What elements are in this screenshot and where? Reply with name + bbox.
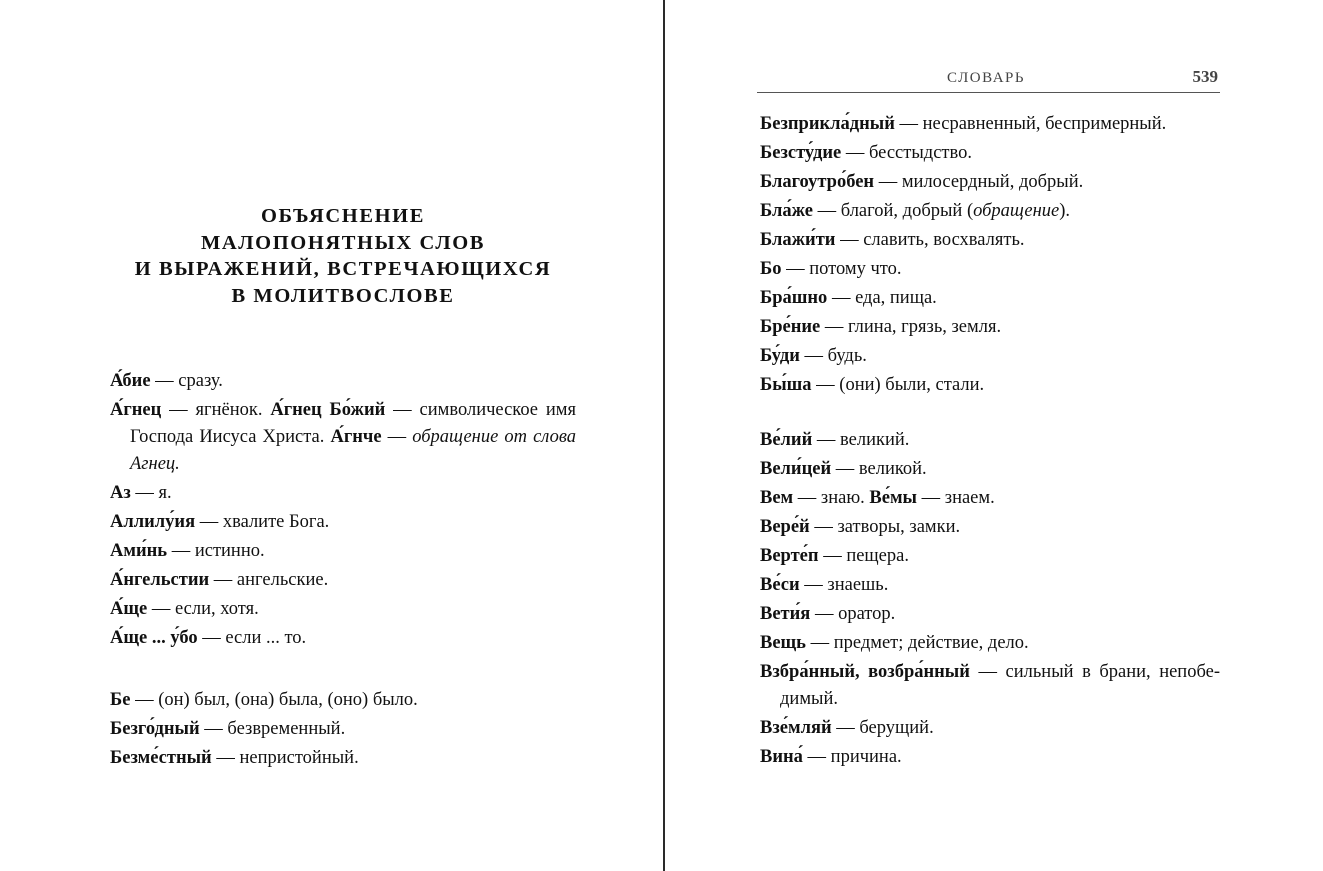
entry-definition: — истинно. (167, 541, 265, 561)
entry-term: Бра́шно (760, 288, 828, 308)
dictionary-entry (110, 625, 576, 652)
entry-term: Вере́й (760, 517, 810, 537)
entry-note: обращение (973, 201, 1060, 221)
running-head-title: СЛОВАРЬ (947, 70, 1025, 86)
entry-term: Безме́стный (110, 748, 212, 768)
entry-term: А́бие (110, 371, 151, 391)
entry-term: Безприкла́дный (760, 114, 895, 134)
page-number: 539 (1192, 67, 1218, 86)
entry-term: А́гнец (110, 400, 162, 420)
dictionary-entry (110, 538, 576, 565)
dictionary-entry (110, 509, 576, 536)
book-spine (663, 0, 665, 871)
dictionary-entry (760, 485, 1220, 512)
entry-term: Благоутро́бен (760, 172, 875, 192)
section-title (110, 203, 576, 309)
entry-term: Бу́ди (760, 346, 800, 366)
entry-definition: ). (1059, 201, 1071, 221)
entry-definition: — сразу. (150, 371, 223, 391)
entry-definition: — бесстыдство. (841, 143, 972, 163)
entry-definition: — если, хотя. (147, 599, 259, 619)
entry-definition: — несравненный, беспримерный. (894, 114, 1167, 134)
entry-definition: — великой. (831, 459, 927, 479)
entry-term: Взе́мляй (760, 718, 832, 738)
entry-definition: — если ... то. (197, 628, 307, 648)
dictionary-entry (110, 687, 576, 714)
entry-definition: — причина. (802, 747, 902, 767)
entry-definition: — славить, восхвалять. (835, 230, 1025, 250)
entry-definition: — (он) был, (она) была, (оно) было. (130, 690, 418, 710)
entry-term: Вети́я (760, 604, 811, 624)
entry-term: Безго́дный (110, 719, 200, 739)
entry-term: Вем (760, 488, 794, 508)
dictionary-entry (760, 427, 1220, 454)
dictionary-entry (760, 456, 1220, 483)
entry-definition: — я. (130, 483, 172, 503)
entry-definition: — знаю. (793, 488, 870, 508)
entry-term: Ами́нь (110, 541, 168, 561)
entry-term: Блажи́ти (760, 230, 836, 250)
entry-term: Бо (760, 259, 782, 279)
entry-definition: — пещера. (818, 546, 909, 566)
entry-term: Верте́п (760, 546, 819, 566)
entry-definition: — ягнёнок. (161, 400, 271, 420)
title-line: МАЛОПОНЯТНЫХ СЛОВ (200, 231, 486, 254)
dictionary-entry (760, 514, 1220, 541)
entry-definition: — оратор. (810, 604, 896, 624)
entry-definition: — знаем. (917, 488, 995, 508)
entries-group-a (110, 368, 576, 654)
entry-definition: — берущий. (831, 718, 934, 738)
entry-note: обращение от слова Агнец. (130, 427, 577, 474)
title-line: ОБЪЯСНЕНИЕ (261, 205, 425, 227)
dictionary-entry (760, 227, 1220, 254)
dictionary-entry (760, 601, 1220, 628)
entry-term: Бы́ша (760, 375, 812, 395)
entry-definition: — ангельские. (209, 570, 329, 590)
dictionary-entry (760, 372, 1220, 399)
dictionary-entry (760, 198, 1220, 225)
dictionary-entry (760, 285, 1220, 312)
dictionary-entry (110, 596, 576, 623)
dictionary-entry (760, 543, 1220, 570)
dictionary-entry (760, 169, 1220, 196)
dictionary-entry (760, 744, 1220, 771)
entry-definition: — предмет; действие, дело. (805, 633, 1029, 653)
dictionary-entry (110, 368, 576, 395)
entry-definition: — затворы, замки. (809, 517, 961, 537)
dictionary-entry (110, 716, 576, 743)
entry-term: Вещь (760, 633, 806, 653)
entry-definition: — глина, грязь, земля. (820, 317, 1002, 337)
entry-term: А́гнец Бо́жий (270, 400, 386, 420)
dictionary-entry (760, 630, 1220, 657)
right-page (666, 0, 1323, 871)
entry-term: Бла́же (760, 201, 813, 221)
entry-definition: — потому что. (781, 259, 902, 279)
entry-definition: — (381, 427, 413, 447)
dictionary-entry (110, 397, 576, 478)
entry-term: А́нгельстии (110, 570, 210, 590)
dictionary-entry (760, 572, 1220, 599)
title-line: В МОЛИТВОСЛОВЕ (231, 284, 455, 307)
entry-term: Безсту́дие (760, 143, 842, 163)
entry-definition: — хвалите Бога. (195, 512, 330, 532)
dictionary-entry (760, 659, 1220, 713)
entry-definition: — еда, пища. (827, 288, 937, 308)
entry-term: Бре́ние (760, 317, 821, 337)
entry-definition: — благой, добрый ( (813, 201, 974, 221)
title-line: И ВЫРАЖЕНИЙ, ВСТРЕЧАЮЩИХСЯ (134, 258, 552, 280)
entries-group-b-cont (760, 111, 1220, 401)
entry-term: Ве́лий (760, 430, 813, 450)
dictionary-entry (110, 480, 576, 507)
running-header (757, 67, 1220, 93)
dictionary-entry (760, 343, 1220, 370)
dictionary-entry (760, 314, 1220, 341)
entry-definition: — будь. (799, 346, 867, 366)
entry-term: Вели́цей (760, 459, 832, 479)
dictionary-entry (760, 715, 1220, 742)
entries-group-v (760, 427, 1220, 773)
entry-term: Аз (110, 483, 131, 503)
entry-term: Вина́ (760, 747, 803, 767)
entry-term: А́ще (110, 599, 148, 619)
entry-definition: — непристойный. (211, 748, 359, 768)
entry-term: Аллилу́ия (110, 512, 196, 532)
entries-group-b (110, 687, 576, 774)
entry-term: Ве́мы (869, 488, 918, 508)
entry-term: Бе (110, 690, 131, 710)
entry-definition: — великий. (812, 430, 910, 450)
entry-term: Ве́си (760, 575, 800, 595)
entry-definition: — знаешь. (799, 575, 889, 595)
entry-definition: — милосердный, добрый. (874, 172, 1084, 192)
dictionary-entry (110, 567, 576, 594)
entry-term: А́ще ... у́бо (110, 628, 198, 648)
dictionary-entry (760, 256, 1220, 283)
dictionary-entry (110, 745, 576, 772)
dictionary-entry (760, 140, 1220, 167)
entry-definition: — сильный в брани, непобе- димый. (780, 662, 1220, 709)
entry-definition: — безвременный. (199, 719, 346, 739)
entry-definition: — (они) были, стали. (811, 375, 985, 395)
dictionary-entry (760, 111, 1220, 138)
entry-definition: — символическое имя Господа Иисуса Христа. (130, 400, 577, 447)
entry-term: Взбра́нный, возбра́нный (760, 662, 970, 682)
entry-term: А́гнче (330, 427, 382, 447)
